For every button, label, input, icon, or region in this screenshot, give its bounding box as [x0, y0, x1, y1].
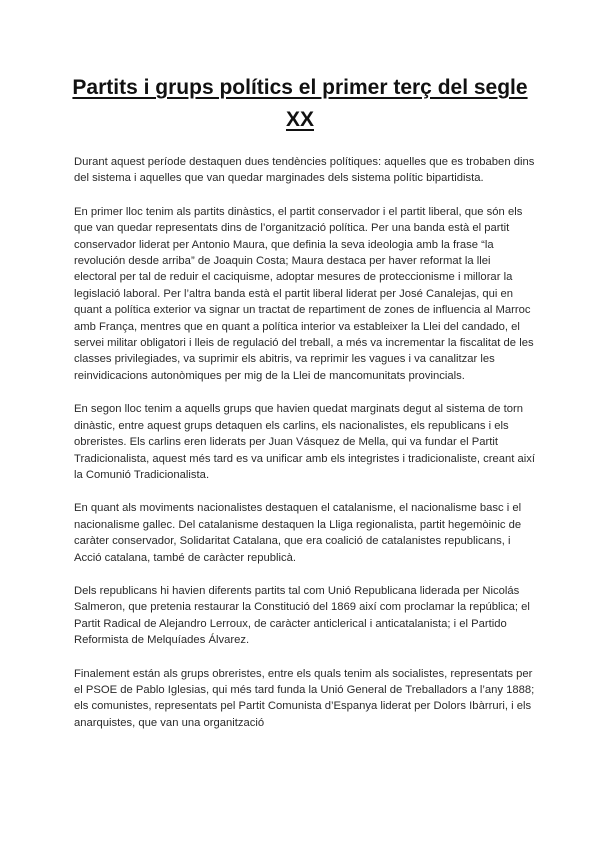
- paragraph-dynastic-parties: En primer lloc tenim als partits dinàstics, el partit conservador i el partit liberal, que són els que van quedar representats dins de l’organització política. Per una banda està el partit conservador liderat per Antonio Maura, que definia la seva ideologia amb la frase “la revolución desde arriba” de Joaquin Costa; Maura destaca per haver reformat la llei electoral per tal de reduir el caciquisme, adoptar mesures de proteccionisme i millorar la legislació laboral. Per l’altra banda està el partit liberal liderat per José Canalejas, qui en quant a política exterior va signar un tractat de repartiment de zones de influencia al Marroc amb França, mentres que en quant a política interior va estableixer la Llei del candado, el servei militar obligatori i lleis de regulació del treball, a més va incrementar la fiscalitat de les classes privilegiades, va suprimir els abitris, va reprimir les vagues i va canalitzar les reinvidicacions autonòmiques per mig de la Llei de mancomunitats provincials.: [74, 205, 534, 382]
- paragraph-republicans: Dels republicans hi havien diferents partits tal com Unió Republicana liderada per Nicolás Salmeron, que pretenia restaurar la Constitució del 1869 així com proclamar la república; el Partit Radical de Alejandro Lerroux, de caràcter anticlerical i anticatalanista; i el Partido Reformista de Melquíades Álvarez.: [74, 584, 530, 647]
- paragraph-workers-groups: Finalement están als grups obreristes, entre els quals tenim als socialistes, representats per el PSOE de Pablo Iglesias, qui més tard funda la Unió General de Treballadors a l’any 1888; els comunistes, representats pel Partit Comunista d’Espanya liderat per Dolors Ibàrruri, i els anarquistes, que van una organització: [74, 667, 535, 729]
- paragraph-marginal-groups: En segon lloc tenim a aquells grups que havien quedat marginats degut al sistema de torn dinàstic, entre aquest grups detaquen els carlins, els nacionalistes, els republicans i els obreristes. Els carlins eren liderats per Juan Vásquez de Mella, qui va fundar el Partit Tradicionalista, aquest més tard es va unificar amb els integristes i tradicionaliste, creant així la Comunió Tradicionalista.: [74, 403, 536, 481]
- document-title: Partits i grups polítics el primer terç del segle XX: [72, 76, 528, 131]
- paragraph-nationalists: En quant als moviments nacionalistes destaquen el catalanisme, el nacionalisme basc i el nacionalisme gallec. Del catalanisme destaquen la Lliga regionalista, partit hegemòinic de caràter conservador, Solidaritat Catalana, que era coalició de catalanistes republicans, i Acció catalana, també de caràcter republicà.: [74, 502, 522, 564]
- document-body: [74, 154, 536, 748]
- paragraph-intro: Durant aquest període destaquen dues tendències polítiques: aquelles que es trobaben dins del sistema i aquelles que van quedar marginades dels sistema polític bipartidista.: [74, 156, 535, 185]
